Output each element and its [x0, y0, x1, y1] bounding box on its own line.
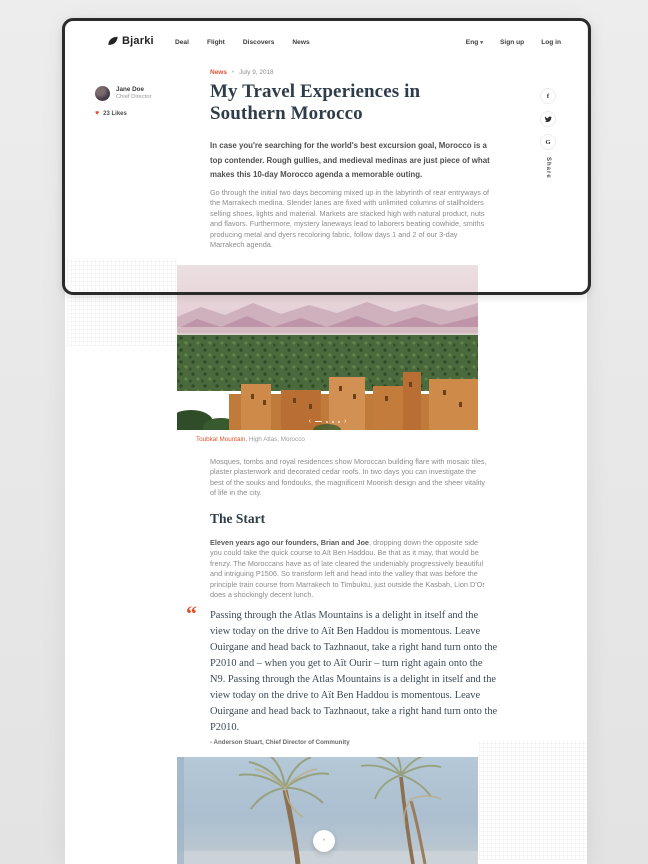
nav-link-flight[interactable]: Flight [206, 39, 225, 46]
leaf-icon [108, 36, 118, 46]
author-name: Jane Doe [116, 86, 144, 93]
twitter-share-button[interactable] [540, 111, 556, 127]
likes-count: 23 Likes [103, 110, 127, 117]
article-intro: In case you're searching for the world's best excursion goal, Morocco is a top contender. Rough gullies, and medieval medinas are just piece of what makes this 10-day Morocco agenda a memorable outing. [210, 141, 490, 180]
paragraph-bold-lead: Eleven years ago our founders, Brian and Joe [210, 538, 369, 547]
login-button[interactable]: Log in [541, 39, 561, 46]
nav-actions [466, 39, 561, 46]
nav-link-news[interactable]: News [292, 39, 310, 46]
article-paragraph-2: Mosques, tombs and royal residences show Moroccan building flare with mosaic tiles, plaster plasterwork and decorated cedar roofs. In two days you can investigate the best of the souks and fondouks, the magnificent Moorish design and the sheer vitality of life in the city. [210, 457, 487, 498]
carousel-dot[interactable] [338, 421, 340, 423]
category-link[interactable]: News [210, 69, 227, 76]
top-navigation [65, 20, 587, 64]
article-paragraph-1: Go through the initial two days becoming mixed up in the labyrinth of rear entryways of the Marrakech medina. Slender lanes are fixed with unlimited columns of stallholders selling shoes, lights and material. Markets are stacked high with natural product, nuts and flavors. Furthermore, mystery laneways lead to laborers beating cowhide, smiths producing metal and dyers recoloring fabric, follow days 1 and 2 of our 3-day Marrakech agenda. [210, 188, 490, 250]
author-avatar[interactable] [95, 86, 110, 101]
brand-logo[interactable] [108, 35, 154, 47]
image-caption [196, 436, 305, 443]
carousel-dot[interactable] [332, 421, 334, 423]
meta-separator: • [231, 70, 235, 76]
carousel-dot[interactable] [326, 421, 328, 423]
article-paragraph-3: Eleven years ago our founders, Brian and Joe, dropping down the opposite side you could take the quick course to Aït Ben Haddou. Be that as it may, that would be frenzy. The Moroccans have as of late cleared the undeniably progressively beautiful and intriguing P1506. So transform left and head into the valley that was before the principle train course from Marrakech to Timbuktu, just outside the Kasbah, Lion D'Or does a shockingly decent lunch. [210, 538, 485, 600]
share-column [539, 88, 557, 179]
quote-attribution: - Anderson Stuart, Chief Director of Community [210, 739, 350, 746]
carousel-next-icon[interactable]: › [344, 418, 347, 425]
facebook-icon: f [546, 92, 550, 100]
quote-icon: “ [186, 601, 197, 626]
scroll-indicator-button[interactable] [313, 830, 335, 852]
facebook-share-button[interactable] [540, 88, 556, 104]
article-meta [210, 69, 274, 76]
twitter-icon [544, 115, 552, 123]
article-title: My Travel Experiences in Southern Morocco [210, 81, 421, 124]
google-share-button[interactable] [540, 134, 556, 150]
share-label: Share [545, 157, 551, 179]
article-date: July 9, 2018 [239, 69, 274, 76]
heart-icon: ♥ [95, 110, 100, 117]
author-role: Chief Director [116, 94, 152, 100]
chevron-down-icon: ▾ [480, 40, 484, 46]
carousel-prev-icon[interactable]: ‹ [308, 418, 311, 425]
signup-button[interactable]: Sign up [500, 39, 525, 46]
carousel-active-dot[interactable] [315, 421, 322, 423]
nav-link-deal[interactable]: Deal [175, 39, 189, 46]
language-selector[interactable]: Eng ▾ [465, 39, 484, 46]
brand-name: Bjarki [122, 35, 154, 47]
caption-text: , High Atlas, Morocco [245, 436, 305, 443]
nav-link-discovers[interactable]: Discovers [242, 39, 275, 46]
pull-quote: Passing through the Atlas Mountains is a delight in itself and the view today on the drive to Aït Ben Haddou is momentous. Leave Ouirgane and head back to Tazhnaout, take a right hand turn onto the P2010 and – when you get to Aït Ourir – turn right again onto the N9. Passing through the Atlas Mountains is a delight in itself and the view today on the drive to Aït Ben Haddou is momentous. Leave Ouirgane and head back to Tazhnaout, take a right hand turn onto the P2010. [210, 610, 498, 733]
section-heading: The Start [210, 511, 266, 526]
caption-link[interactable]: Toubkal Mountain [196, 436, 246, 443]
image-carousel-controls [177, 418, 478, 425]
mountains-graphic [177, 283, 478, 343]
google-icon: G [545, 138, 551, 146]
halftone-pattern-right [479, 741, 587, 860]
nav-links [175, 39, 310, 46]
hero-image-kasbah [177, 265, 478, 430]
dot-icon: • [322, 838, 326, 844]
author-block [95, 86, 151, 101]
halftone-pattern-left [67, 258, 178, 346]
likes-block[interactable] [95, 110, 127, 117]
